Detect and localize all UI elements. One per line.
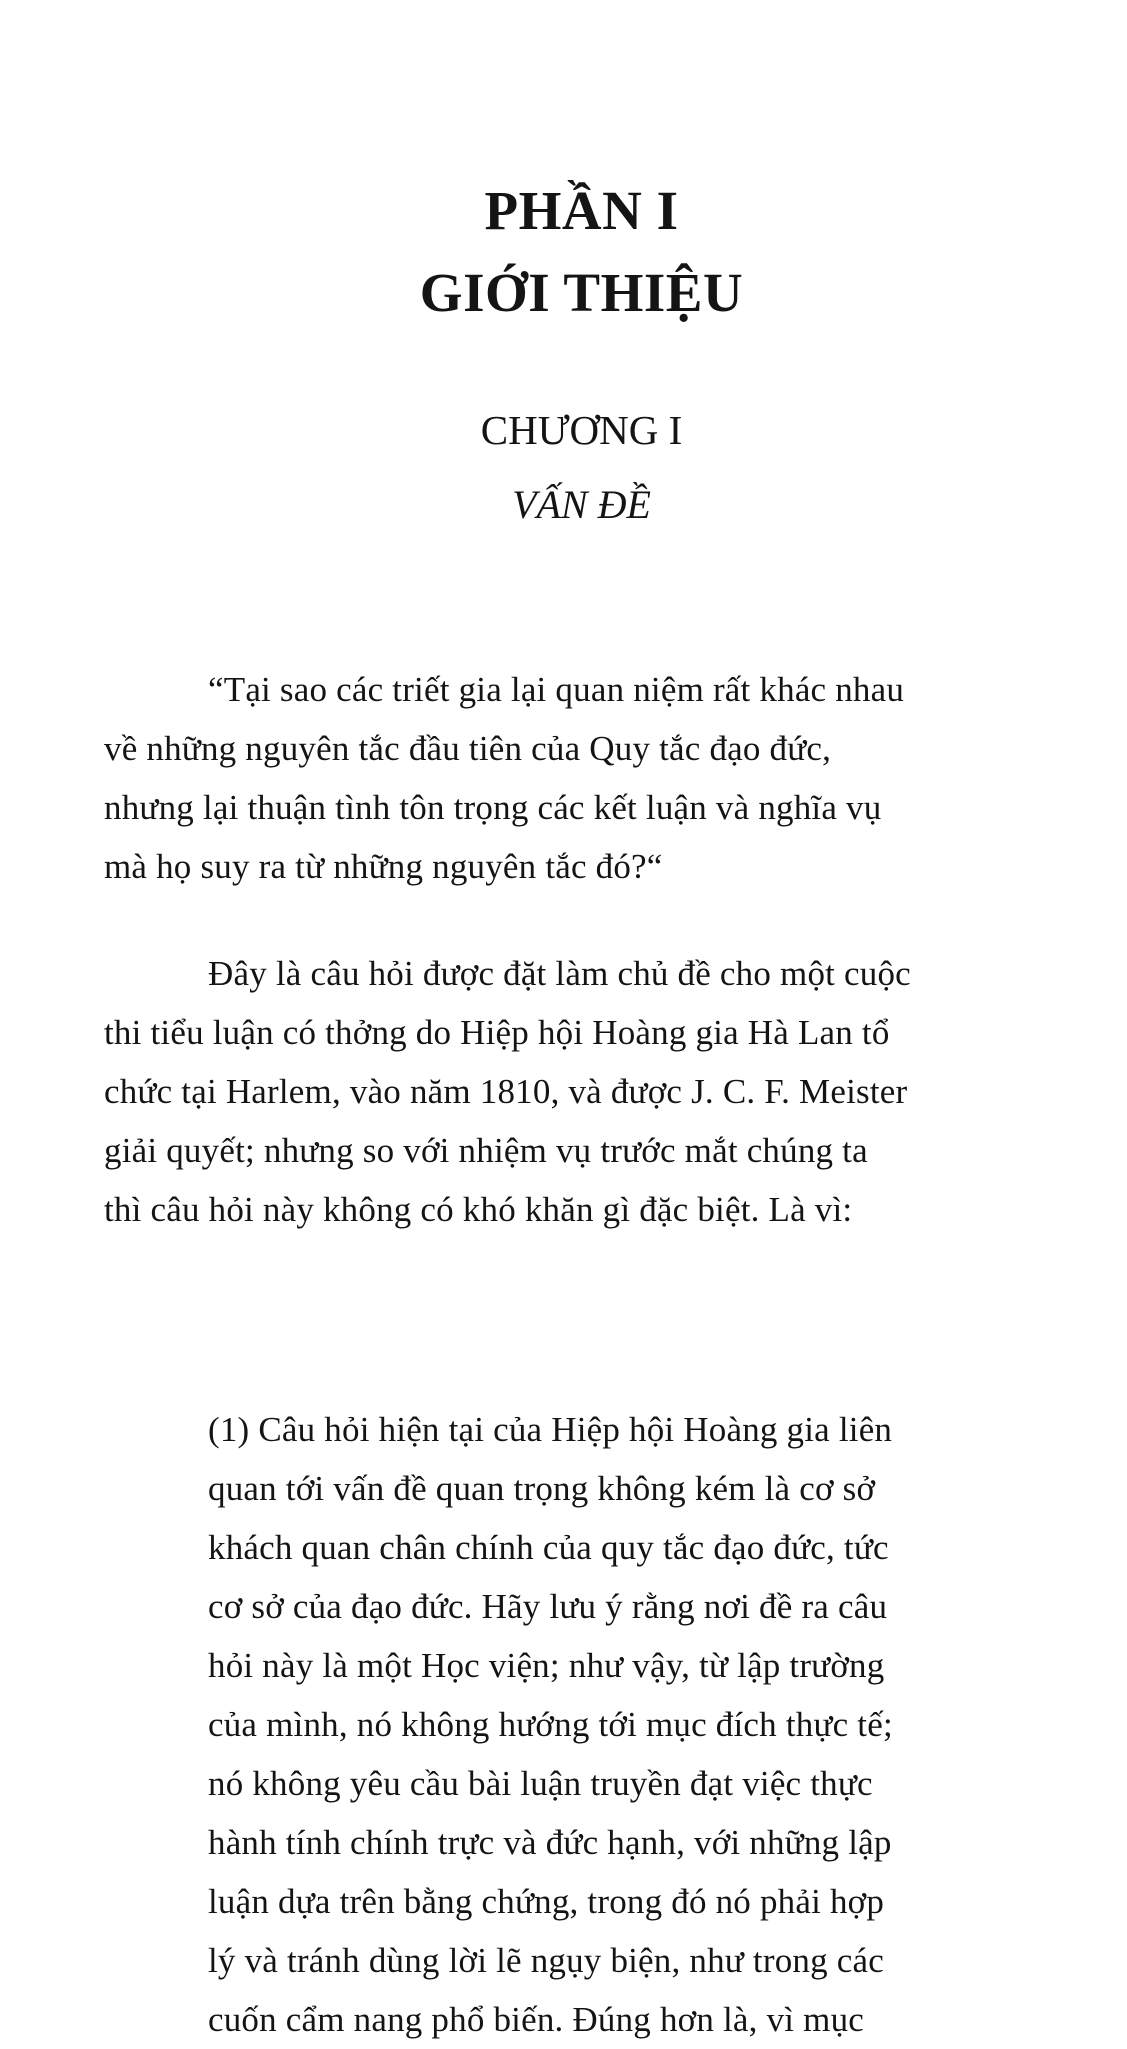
text-line: giải quyết; nhưng so với nhiệm vụ trước mắt chúng ta bbox=[104, 1131, 868, 1170]
text-line: nó không yêu cầu bài luận truyền đạt việc thực bbox=[208, 1764, 873, 1803]
text-line: của mình, nó không hướng tới mục đích thực tế; bbox=[208, 1705, 893, 1744]
chapter-title: CHƯƠNG I bbox=[480, 407, 683, 453]
text-line: cơ sở của đạo đức. Hãy lưu ý rằng nơi đề ra câu bbox=[208, 1587, 888, 1626]
text-line: lý và tránh dùng lời lẽ ngụy biện, như trong các bbox=[208, 1941, 884, 1980]
text-line: khách quan chân chính của quy tắc đạo đức, tức bbox=[208, 1528, 889, 1567]
text-line: Đây là câu hỏi được đặt làm chủ đề cho một cuộc bbox=[208, 954, 911, 993]
text-line: thi tiểu luận có thởng do Hiệp hội Hoàng gia Hà Lan tổ bbox=[104, 1013, 890, 1052]
text-line: thì câu hỏi này không có khó khăn gì đặc biệt. Là vì: bbox=[104, 1190, 853, 1229]
opening-quote bbox=[104, 660, 904, 896]
text-line: luận dựa trên bằng chứng, trong đó nó phải hợp bbox=[208, 1882, 885, 1921]
body-paragraph bbox=[104, 944, 911, 1239]
text-line: cuốn cẩm nang phổ biến. Đúng hơn là, vì mục bbox=[208, 2000, 864, 2039]
part-heading: PHẦN I bbox=[484, 180, 679, 241]
text-line: “Tại sao các triết gia lại quan niệm rất khác nhau bbox=[208, 670, 905, 709]
text-line: hành tính chính trực và đức hạnh, với những lập bbox=[208, 1823, 892, 1862]
chapter-subtitle: VẤN ĐỀ bbox=[512, 482, 651, 527]
text-line: (1) Câu hỏi hiện tại của Hiệp hội Hoàng gia liên bbox=[208, 1410, 893, 1449]
numbered-point bbox=[208, 1400, 893, 2049]
text-line: chức tại Harlem, vào năm 1810, và được J. C. F. Meister bbox=[104, 1072, 908, 1111]
text-line: nhưng lại thuận tình tôn trọng các kết luận và nghĩa vụ bbox=[104, 788, 882, 827]
part-title: GIỚI THIỆU bbox=[419, 262, 744, 323]
text-line: hỏi này là một Học viện; như vậy, từ lập trường bbox=[208, 1646, 885, 1685]
text-line: về những nguyên tắc đầu tiên của Quy tắc đạo đức, bbox=[104, 729, 832, 768]
text-line: quan tới vấn đề quan trọng không kém là cơ sở bbox=[208, 1469, 876, 1508]
text-line: mà họ suy ra từ những nguyên tắc đó?“ bbox=[104, 847, 663, 886]
